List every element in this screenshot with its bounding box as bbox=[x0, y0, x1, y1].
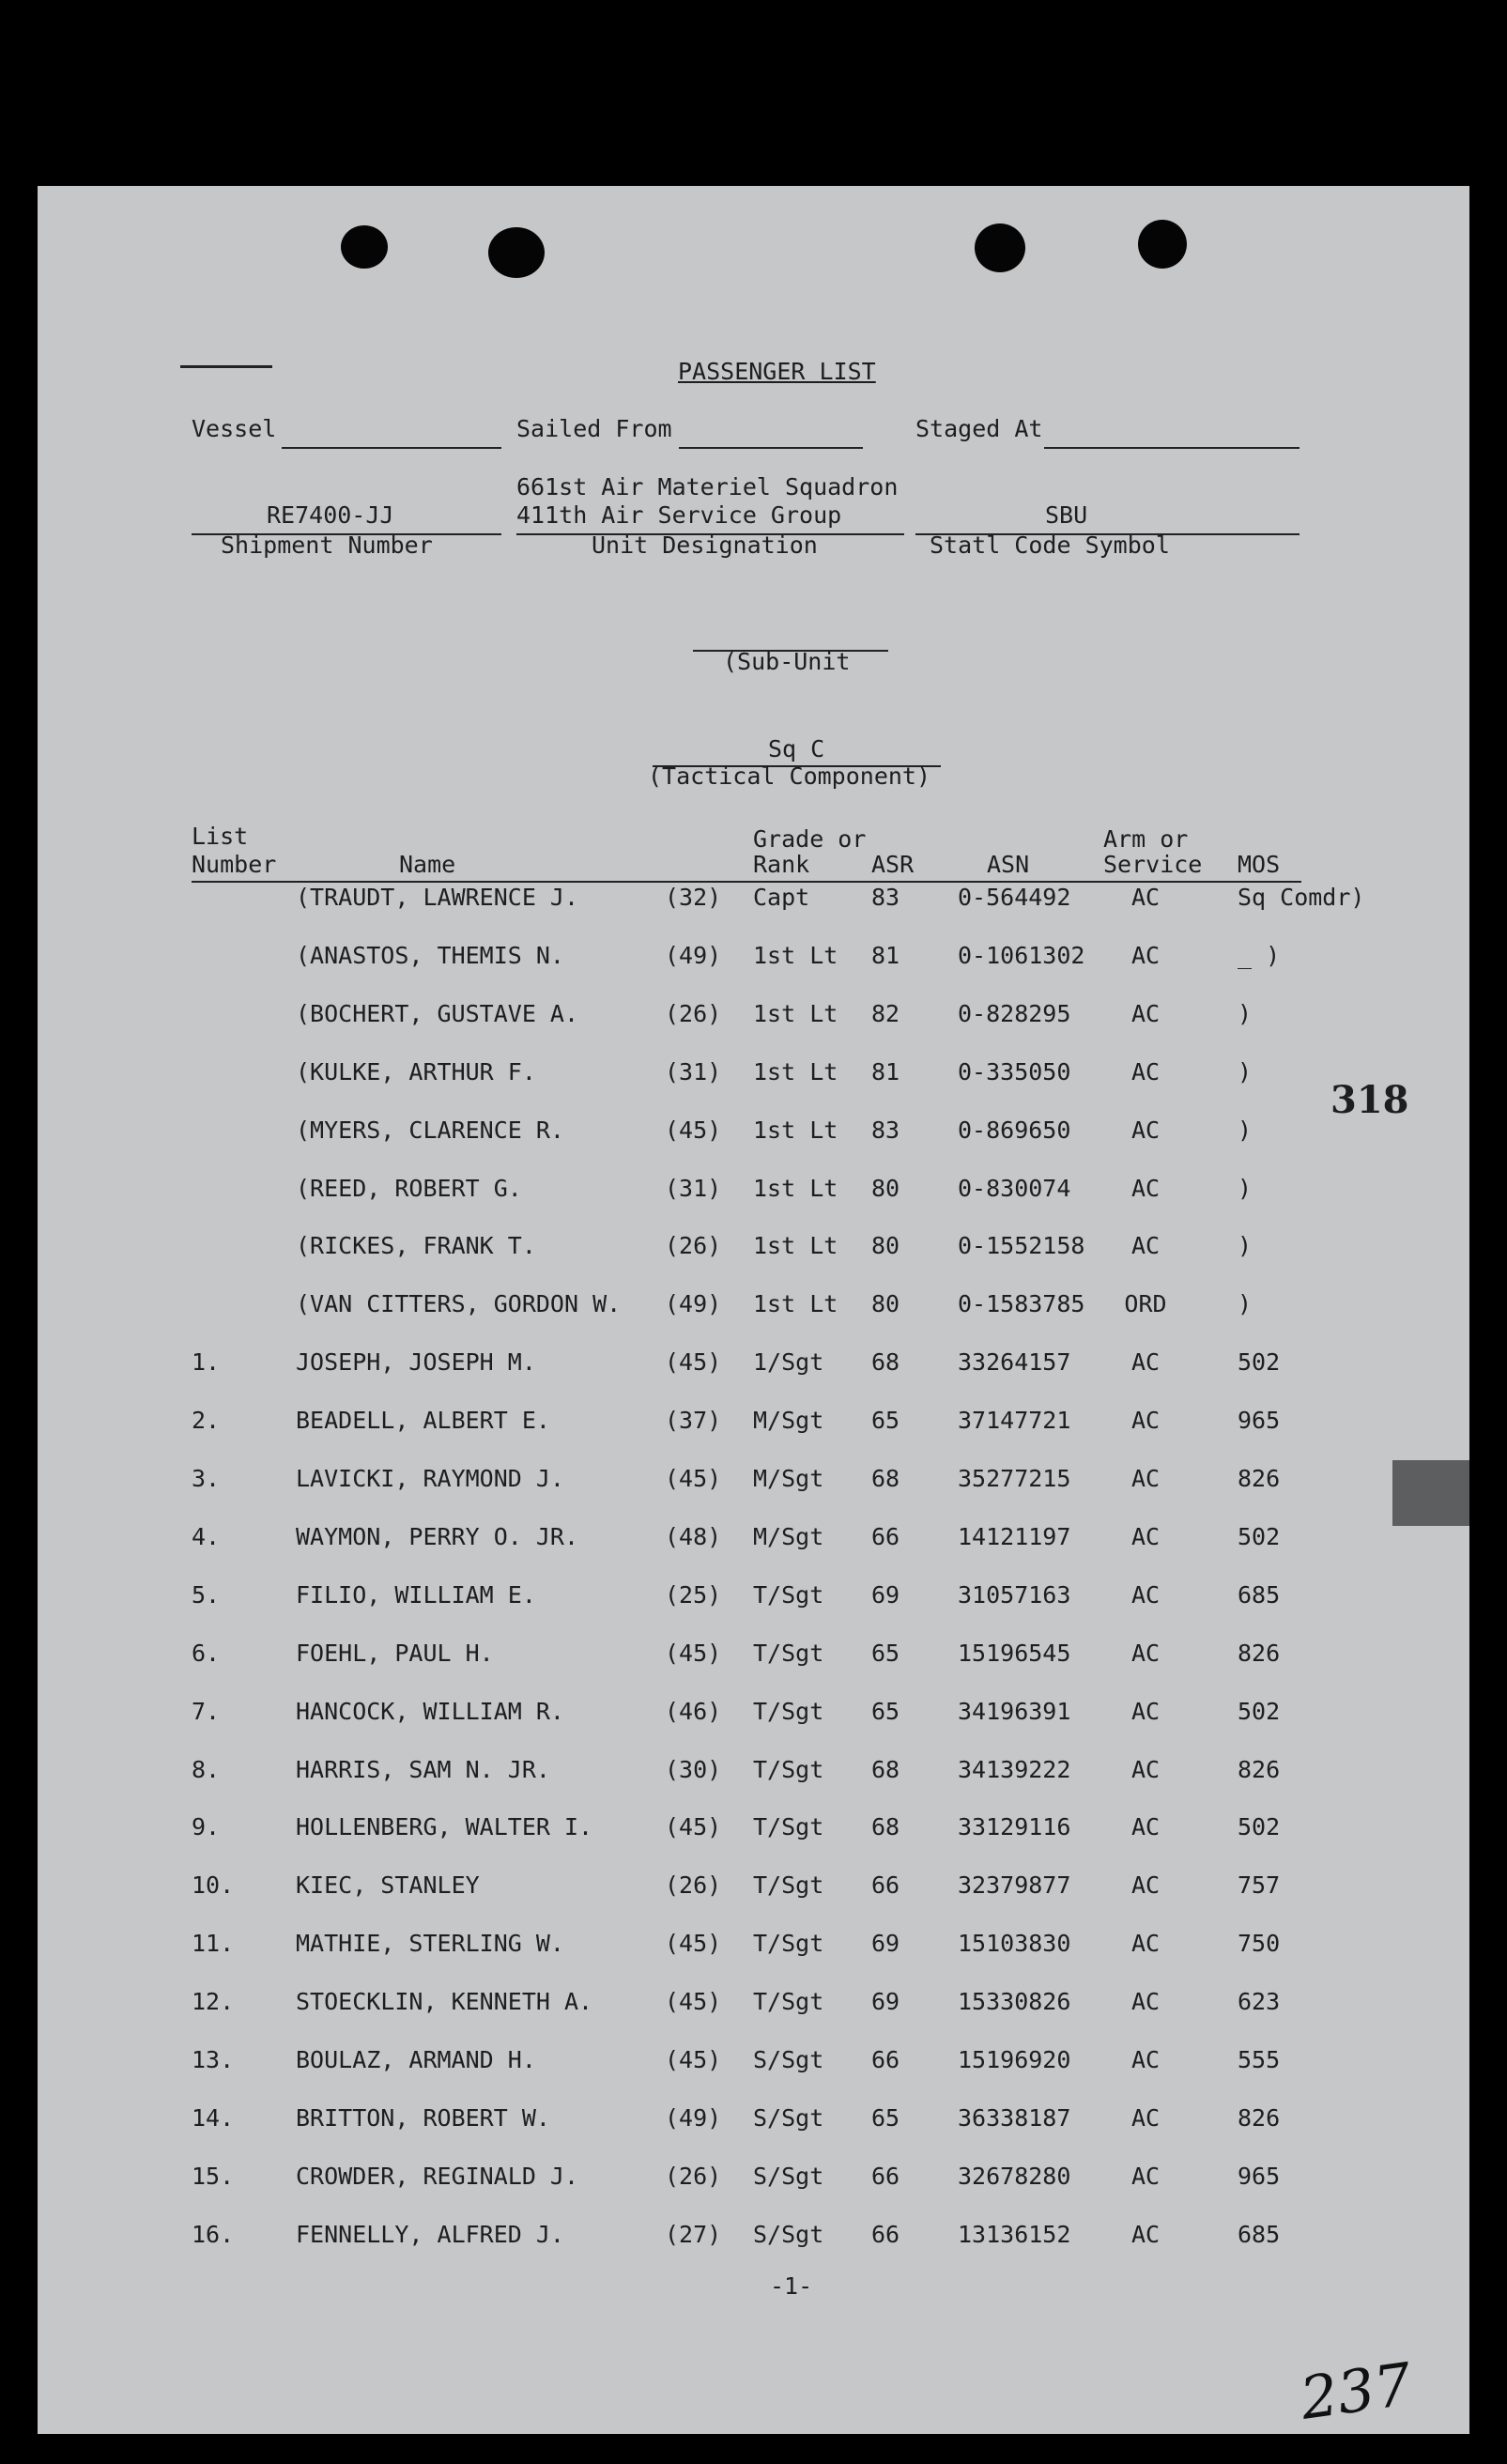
table-row bbox=[38, 879, 1469, 916]
asr: 66 bbox=[871, 2220, 900, 2248]
grade: T/Sgt bbox=[753, 1813, 824, 1841]
grade: S/Sgt bbox=[753, 2103, 824, 2132]
margin-mark bbox=[180, 365, 272, 368]
grade: Capt bbox=[753, 884, 810, 911]
passenger-age: (26) bbox=[665, 1871, 722, 1900]
sailed-from-line bbox=[679, 447, 863, 449]
table-row bbox=[38, 937, 1469, 975]
passenger-name: CROWDER, REGINALD J. bbox=[296, 2162, 579, 2190]
grade: T/Sgt bbox=[753, 1930, 824, 1958]
grade: 1st Lt bbox=[753, 999, 838, 1027]
table-row bbox=[38, 1635, 1469, 1672]
passenger-age: (45) bbox=[665, 1988, 722, 2016]
table-row bbox=[38, 1054, 1469, 1091]
mos: 826 bbox=[1238, 1639, 1281, 1667]
unit-line-2: 411th Air Service Group bbox=[516, 501, 842, 529]
asn: 33129116 bbox=[958, 1813, 1071, 1841]
table-row bbox=[38, 2216, 1469, 2254]
list-number: 11. bbox=[192, 1930, 235, 1958]
mos: ) bbox=[1238, 1174, 1253, 1202]
passenger-age: (46) bbox=[665, 1697, 722, 1725]
arm-service: AC bbox=[1130, 1755, 1161, 1783]
document-page bbox=[38, 186, 1469, 2434]
grade: 1st Lt bbox=[753, 941, 838, 969]
grade: T/Sgt bbox=[753, 1871, 824, 1900]
grade: T/Sgt bbox=[753, 1988, 824, 2016]
passenger-name: BEADELL, ALBERT E. bbox=[296, 1407, 550, 1435]
unit-line-1: 661st Air Materiel Squadron bbox=[516, 473, 899, 500]
grade: T/Sgt bbox=[753, 1697, 824, 1725]
mos: _ ) bbox=[1238, 941, 1281, 969]
mos: 750 bbox=[1238, 1930, 1281, 1958]
code-symbol-label: Statl Code Symbol bbox=[930, 531, 1170, 559]
grade: 1st Lt bbox=[753, 1057, 838, 1086]
passenger-age: (32) bbox=[665, 884, 722, 911]
passenger-age: (45) bbox=[665, 1465, 722, 1492]
code-symbol: SBU bbox=[1045, 501, 1088, 529]
table-row bbox=[38, 1751, 1469, 1789]
asn: 0-564492 bbox=[958, 884, 1071, 911]
asr: 83 bbox=[871, 884, 900, 911]
mos: 502 bbox=[1238, 1522, 1281, 1550]
list-number: 15. bbox=[192, 2162, 235, 2190]
passenger-name: (KULKE, ARTHUR F. bbox=[296, 1057, 536, 1086]
mos: 826 bbox=[1238, 1465, 1281, 1492]
vessel-label: Vessel bbox=[192, 415, 277, 442]
table-row bbox=[38, 2100, 1469, 2137]
mos: 502 bbox=[1238, 1348, 1281, 1377]
arm-service: AC bbox=[1130, 1697, 1161, 1725]
table-row bbox=[38, 1112, 1469, 1149]
list-number: 8. bbox=[192, 1755, 221, 1783]
grade: M/Sgt bbox=[753, 1407, 824, 1435]
grade: M/Sgt bbox=[753, 1522, 824, 1550]
asr: 66 bbox=[871, 1871, 900, 1900]
passenger-age: (49) bbox=[665, 2103, 722, 2132]
list-number: 4. bbox=[192, 1522, 221, 1550]
arm-service: AC bbox=[1130, 1348, 1161, 1377]
passenger-name: (RICKES, FRANK T. bbox=[296, 1232, 536, 1260]
asr: 81 bbox=[871, 941, 900, 969]
grade: T/Sgt bbox=[753, 1580, 824, 1609]
asn: 13136152 bbox=[958, 2220, 1071, 2248]
grade: S/Sgt bbox=[753, 2162, 824, 2190]
list-number: 1. bbox=[192, 1348, 221, 1377]
arm-service: AC bbox=[1130, 1930, 1161, 1958]
punch-hole bbox=[488, 227, 545, 278]
mos: ) bbox=[1238, 1057, 1253, 1086]
mos: 826 bbox=[1238, 1755, 1281, 1783]
asn: 14121197 bbox=[958, 1522, 1071, 1550]
arm-service: AC bbox=[1130, 1639, 1161, 1667]
col-arm-1: Arm or bbox=[1103, 825, 1189, 853]
asn: 37147721 bbox=[958, 1407, 1071, 1435]
asn: 35277215 bbox=[958, 1465, 1071, 1492]
passenger-name: MATHIE, STERLING W. bbox=[296, 1930, 564, 1958]
mos: Sq Comdr) bbox=[1238, 884, 1365, 911]
passenger-name: (TRAUDT, LAWRENCE J. bbox=[296, 884, 579, 911]
arm-service: AC bbox=[1130, 1871, 1161, 1900]
passenger-age: (45) bbox=[665, 1813, 722, 1841]
mos: 502 bbox=[1238, 1697, 1281, 1725]
tactical-component-label: (Tactical Component) bbox=[648, 762, 931, 790]
shipment-number: RE7400-JJ bbox=[267, 501, 394, 529]
table-row bbox=[38, 1925, 1469, 1963]
asr: 66 bbox=[871, 2162, 900, 2190]
arm-service: AC bbox=[1130, 1057, 1161, 1086]
mos: 502 bbox=[1238, 1813, 1281, 1841]
tactical-component: Sq C bbox=[768, 735, 825, 762]
asr: 69 bbox=[871, 1988, 900, 2016]
passenger-name: FENNELLY, ALFRED J. bbox=[296, 2220, 564, 2248]
asn: 34196391 bbox=[958, 1697, 1071, 1725]
col-grade-1: Grade or bbox=[753, 825, 867, 853]
page-number: -1- bbox=[770, 2272, 813, 2300]
punch-hole bbox=[975, 223, 1025, 272]
asr: 80 bbox=[871, 1290, 900, 1318]
passenger-age: (49) bbox=[665, 941, 722, 969]
index-tab bbox=[1392, 1460, 1469, 1526]
passenger-age: (25) bbox=[665, 1580, 722, 1609]
list-number: 10. bbox=[192, 1871, 235, 1900]
mos: ) bbox=[1238, 1116, 1253, 1144]
col-list-number-2: Number bbox=[192, 851, 277, 878]
grade: S/Sgt bbox=[753, 2220, 824, 2248]
passenger-name: KIEC, STANLEY bbox=[296, 1871, 480, 1900]
asn: 15330826 bbox=[958, 1988, 1071, 2016]
mos: 965 bbox=[1238, 1407, 1281, 1435]
sub-unit-label: (Sub-Unit bbox=[723, 648, 851, 675]
arm-service: AC bbox=[1130, 1813, 1161, 1841]
table-row bbox=[38, 1286, 1469, 1323]
arm-service: AC bbox=[1130, 1232, 1161, 1260]
col-grade-2: Rank bbox=[753, 851, 810, 878]
asn: 0-869650 bbox=[958, 1116, 1071, 1144]
col-arm-2: Service bbox=[1103, 851, 1203, 878]
passenger-name: FOEHL, PAUL H. bbox=[296, 1639, 494, 1667]
grade: T/Sgt bbox=[753, 1755, 824, 1783]
arm-service: AC bbox=[1130, 1580, 1161, 1609]
punch-hole bbox=[341, 225, 388, 269]
asr: 81 bbox=[871, 1057, 900, 1086]
passenger-age: (27) bbox=[665, 2220, 722, 2248]
asr: 68 bbox=[871, 1465, 900, 1492]
list-number: 7. bbox=[192, 1697, 221, 1725]
table-row bbox=[38, 2158, 1469, 2195]
mos: 965 bbox=[1238, 2162, 1281, 2190]
asn: 36338187 bbox=[958, 2103, 1071, 2132]
table-row bbox=[38, 1227, 1469, 1265]
mos: 757 bbox=[1238, 1871, 1281, 1900]
asn: 15196545 bbox=[958, 1639, 1071, 1667]
passenger-name: LAVICKI, RAYMOND J. bbox=[296, 1465, 564, 1492]
passenger-age: (31) bbox=[665, 1057, 722, 1086]
asr: 80 bbox=[871, 1232, 900, 1260]
list-number: 16. bbox=[192, 2220, 235, 2248]
asn: 34139222 bbox=[958, 1755, 1071, 1783]
list-number: 6. bbox=[192, 1639, 221, 1667]
passenger-name: JOSEPH, JOSEPH M. bbox=[296, 1348, 536, 1377]
asn: 0-1552158 bbox=[958, 1232, 1085, 1260]
arm-service: AC bbox=[1130, 2046, 1161, 2073]
passenger-name: BRITTON, ROBERT W. bbox=[296, 2103, 550, 2132]
arm-service: ORD bbox=[1124, 1290, 1167, 1318]
passenger-name: (MYERS, CLARENCE R. bbox=[296, 1116, 564, 1144]
passenger-age: (45) bbox=[665, 1348, 722, 1377]
passenger-name: (REED, ROBERT G. bbox=[296, 1174, 522, 1202]
asr: 68 bbox=[871, 1755, 900, 1783]
mos: ) bbox=[1238, 999, 1253, 1027]
table-row bbox=[38, 1518, 1469, 1556]
grade: S/Sgt bbox=[753, 2046, 824, 2073]
asr: 65 bbox=[871, 2103, 900, 2132]
passenger-name: STOECKLIN, KENNETH A. bbox=[296, 1988, 593, 2016]
mos: 623 bbox=[1238, 1988, 1281, 2016]
asn: 31057163 bbox=[958, 1580, 1071, 1609]
passenger-age: (26) bbox=[665, 2162, 722, 2190]
asr: 65 bbox=[871, 1639, 900, 1667]
passenger-name: (VAN CITTERS, GORDON W. bbox=[296, 1290, 622, 1318]
handwritten-number: 237 bbox=[1296, 2349, 1416, 2433]
list-number: 12. bbox=[192, 1988, 235, 2016]
asn: 15196920 bbox=[958, 2046, 1071, 2073]
arm-service: AC bbox=[1130, 1465, 1161, 1492]
passenger-name: (BOCHERT, GUSTAVE A. bbox=[296, 999, 579, 1027]
table-row bbox=[38, 1402, 1469, 1440]
unit-designation-label: Unit Designation bbox=[592, 531, 818, 559]
arm-service: AC bbox=[1130, 1407, 1161, 1435]
arm-service: AC bbox=[1130, 1174, 1161, 1202]
mos: 685 bbox=[1238, 2220, 1281, 2248]
passenger-name: BOULAZ, ARMAND H. bbox=[296, 2046, 536, 2073]
asr: 83 bbox=[871, 1116, 900, 1144]
passenger-age: (26) bbox=[665, 1232, 722, 1260]
arm-service: AC bbox=[1130, 2103, 1161, 2132]
col-name: Name bbox=[399, 851, 456, 878]
grade: 1st Lt bbox=[753, 1116, 838, 1144]
list-number: 2. bbox=[192, 1407, 221, 1435]
shipment-number-label: Shipment Number bbox=[221, 531, 433, 559]
asr: 66 bbox=[871, 2046, 900, 2073]
grade: 1st Lt bbox=[753, 1174, 838, 1202]
table-row bbox=[38, 1170, 1469, 1208]
arm-service: AC bbox=[1130, 2220, 1161, 2248]
table-row bbox=[38, 2041, 1469, 2079]
passenger-name: HANCOCK, WILLIAM R. bbox=[296, 1697, 564, 1725]
staged-at-line bbox=[1044, 447, 1299, 449]
arm-service: AC bbox=[1130, 941, 1161, 969]
asr: 65 bbox=[871, 1407, 900, 1435]
mos: ) bbox=[1238, 1232, 1253, 1260]
passenger-age: (48) bbox=[665, 1522, 722, 1550]
grade: 1/Sgt bbox=[753, 1348, 824, 1377]
list-number: 3. bbox=[192, 1465, 221, 1492]
stamp-number: 318 bbox=[1330, 1078, 1409, 1122]
passenger-age: (49) bbox=[665, 1290, 722, 1318]
list-number: 9. bbox=[192, 1813, 221, 1841]
asr: 68 bbox=[871, 1813, 900, 1841]
grade: 1st Lt bbox=[753, 1232, 838, 1260]
list-number: 14. bbox=[192, 2103, 235, 2132]
table-row bbox=[38, 1809, 1469, 1846]
arm-service: AC bbox=[1130, 1522, 1161, 1550]
list-number: 5. bbox=[192, 1580, 221, 1609]
arm-service: AC bbox=[1130, 999, 1161, 1027]
asr: 69 bbox=[871, 1930, 900, 1958]
grade: 1st Lt bbox=[753, 1290, 838, 1318]
col-asr: ASR bbox=[871, 851, 915, 878]
passenger-name: (ANASTOS, THEMIS N. bbox=[296, 941, 564, 969]
asn: 0-830074 bbox=[958, 1174, 1071, 1202]
mos: 555 bbox=[1238, 2046, 1281, 2073]
punch-hole bbox=[1138, 220, 1187, 269]
arm-service: AC bbox=[1130, 884, 1161, 911]
arm-service: AC bbox=[1130, 1116, 1161, 1144]
col-asn: ASN bbox=[987, 851, 1030, 878]
passenger-name: FILIO, WILLIAM E. bbox=[296, 1580, 536, 1609]
passenger-name: HOLLENBERG, WALTER I. bbox=[296, 1813, 593, 1841]
asn: 0-828295 bbox=[958, 999, 1071, 1027]
passenger-age: (45) bbox=[665, 1639, 722, 1667]
passenger-name: WAYMON, PERRY O. JR. bbox=[296, 1522, 579, 1550]
passenger-age: (31) bbox=[665, 1174, 722, 1202]
table-row bbox=[38, 995, 1469, 1033]
asr: 69 bbox=[871, 1580, 900, 1609]
asn: 0-1583785 bbox=[958, 1290, 1085, 1318]
asr: 80 bbox=[871, 1174, 900, 1202]
table-row bbox=[38, 1460, 1469, 1498]
asn: 32678280 bbox=[958, 2162, 1071, 2190]
arm-service: AC bbox=[1130, 1988, 1161, 2016]
table-row bbox=[38, 1867, 1469, 1904]
document-title: PASSENGER LIST bbox=[678, 358, 876, 385]
asn: 0-335050 bbox=[958, 1057, 1071, 1086]
arm-service: AC bbox=[1130, 2162, 1161, 2190]
asn: 15103830 bbox=[958, 1930, 1071, 1958]
staged-at-label: Staged At bbox=[915, 415, 1043, 442]
passenger-age: (45) bbox=[665, 2046, 722, 2073]
passenger-age: (26) bbox=[665, 999, 722, 1027]
asn: 32379877 bbox=[958, 1871, 1071, 1900]
mos: 826 bbox=[1238, 2103, 1281, 2132]
asr: 82 bbox=[871, 999, 900, 1027]
passenger-age: (37) bbox=[665, 1407, 722, 1435]
vessel-line bbox=[282, 447, 501, 449]
asn: 0-1061302 bbox=[958, 941, 1085, 969]
grade: M/Sgt bbox=[753, 1465, 824, 1492]
passenger-age: (45) bbox=[665, 1116, 722, 1144]
list-number: 13. bbox=[192, 2046, 235, 2073]
asr: 68 bbox=[871, 1348, 900, 1377]
col-list-number-1: List bbox=[192, 823, 249, 850]
passenger-name: HARRIS, SAM N. JR. bbox=[296, 1755, 550, 1783]
table-row bbox=[38, 1577, 1469, 1614]
asr: 66 bbox=[871, 1522, 900, 1550]
grade: T/Sgt bbox=[753, 1639, 824, 1667]
col-mos: MOS bbox=[1238, 851, 1281, 878]
asn: 33264157 bbox=[958, 1348, 1071, 1377]
mos: 685 bbox=[1238, 1580, 1281, 1609]
table-row bbox=[38, 1344, 1469, 1381]
table-row bbox=[38, 1983, 1469, 2021]
asr: 65 bbox=[871, 1697, 900, 1725]
sailed-from-label: Sailed From bbox=[516, 415, 672, 442]
table-row bbox=[38, 1693, 1469, 1731]
mos: ) bbox=[1238, 1290, 1253, 1318]
passenger-age: (45) bbox=[665, 1930, 722, 1958]
passenger-age: (30) bbox=[665, 1755, 722, 1783]
